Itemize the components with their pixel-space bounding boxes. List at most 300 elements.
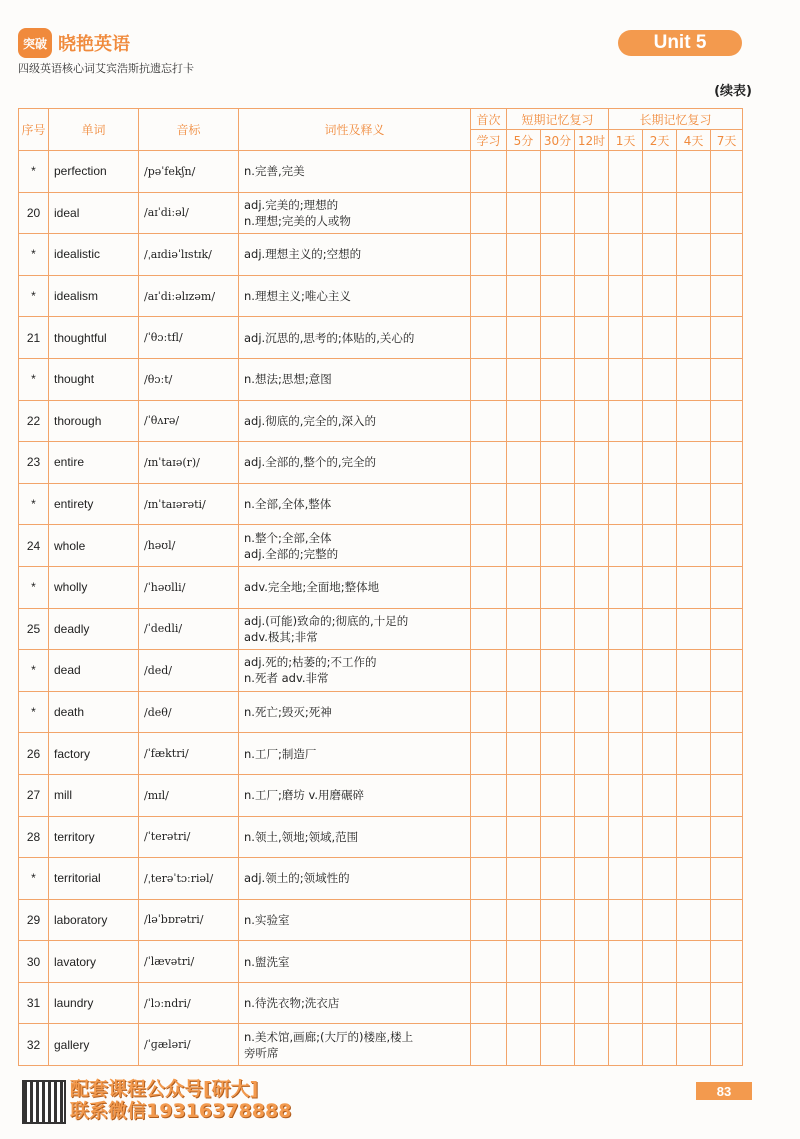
row-phonetic: /aɪˈdiːəl/: [139, 192, 239, 234]
review-checkbox-cell[interactable]: [711, 483, 743, 525]
row-seq: *: [19, 151, 49, 193]
review-checkbox-cell[interactable]: [471, 858, 507, 900]
review-checkbox-cell[interactable]: [609, 608, 643, 650]
review-checkbox-cell[interactable]: [541, 483, 575, 525]
review-checkbox-cell[interactable]: [711, 774, 743, 816]
review-checkbox-cell[interactable]: [507, 275, 541, 317]
review-checkbox-cell[interactable]: [643, 317, 677, 359]
review-checkbox-cell[interactable]: [677, 442, 711, 484]
review-checkbox-cell[interactable]: [643, 442, 677, 484]
review-checkbox-cell[interactable]: [575, 1024, 609, 1066]
review-checkbox-cell[interactable]: [643, 691, 677, 733]
review-checkbox-cell[interactable]: [677, 858, 711, 900]
review-checkbox-cell[interactable]: [507, 691, 541, 733]
review-checkbox-cell[interactable]: [541, 650, 575, 692]
review-checkbox-cell[interactable]: [643, 151, 677, 193]
review-checkbox-cell[interactable]: [609, 234, 643, 276]
review-checkbox-cell[interactable]: [471, 358, 507, 400]
row-phonetic: /deθ/: [139, 691, 239, 733]
review-checkbox-cell[interactable]: [609, 151, 643, 193]
review-checkbox-cell[interactable]: [609, 816, 643, 858]
row-seq: 30: [19, 941, 49, 983]
row-seq: 32: [19, 1024, 49, 1066]
review-checkbox-cell[interactable]: [677, 483, 711, 525]
table-row: [19, 774, 743, 816]
row-word: lavatory: [49, 941, 139, 983]
review-checkbox-cell[interactable]: [575, 941, 609, 983]
row-definition: [239, 234, 471, 276]
review-checkbox-cell[interactable]: [541, 774, 575, 816]
row-definition: [239, 483, 471, 525]
review-checkbox-cell[interactable]: [677, 774, 711, 816]
review-checkbox-cell[interactable]: [609, 525, 643, 567]
review-checkbox-cell[interactable]: [711, 899, 743, 941]
review-checkbox-cell[interactable]: [507, 192, 541, 234]
row-word: idealism: [49, 275, 139, 317]
row-seq: 28: [19, 816, 49, 858]
review-checkbox-cell[interactable]: [643, 234, 677, 276]
vocabulary-table: [18, 108, 743, 1066]
review-checkbox-cell[interactable]: [507, 774, 541, 816]
review-checkbox-cell[interactable]: [677, 941, 711, 983]
review-checkbox-cell[interactable]: [471, 400, 507, 442]
definition-line: n.领土,领地;领域,范围: [244, 829, 359, 844]
review-checkbox-cell[interactable]: [677, 151, 711, 193]
review-checkbox-cell[interactable]: [471, 691, 507, 733]
review-checkbox-cell[interactable]: [507, 816, 541, 858]
row-phonetic: /həʊl/: [139, 525, 239, 567]
review-checkbox-cell[interactable]: [711, 982, 743, 1024]
definition-line: n.理想主义;唯心主义: [244, 289, 351, 304]
row-seq: 22: [19, 400, 49, 442]
review-checkbox-cell[interactable]: [471, 483, 507, 525]
row-definition: [239, 858, 471, 900]
review-checkbox-cell[interactable]: [711, 608, 743, 650]
row-definition: [239, 774, 471, 816]
table-body: [19, 151, 743, 1066]
review-checkbox-cell[interactable]: [609, 317, 643, 359]
review-checkbox-cell[interactable]: [507, 234, 541, 276]
review-checkbox-cell[interactable]: [609, 650, 643, 692]
review-checkbox-cell[interactable]: [471, 192, 507, 234]
logo-badge: 突破: [18, 28, 52, 58]
review-checkbox-cell[interactable]: [575, 608, 609, 650]
review-checkbox-cell[interactable]: [677, 317, 711, 359]
review-checkbox-cell[interactable]: [643, 899, 677, 941]
row-seq: 20: [19, 192, 49, 234]
review-checkbox-cell[interactable]: [609, 899, 643, 941]
row-definition: [239, 192, 471, 234]
review-checkbox-cell[interactable]: [677, 691, 711, 733]
header-first-study-bottom: 学习: [471, 130, 507, 151]
review-checkbox-cell[interactable]: [471, 317, 507, 359]
review-checkbox-cell[interactable]: [609, 982, 643, 1024]
review-checkbox-cell[interactable]: [677, 525, 711, 567]
review-checkbox-cell[interactable]: [575, 733, 609, 775]
review-checkbox-cell[interactable]: [575, 483, 609, 525]
row-word: ideal: [49, 192, 139, 234]
table-row: [19, 483, 743, 525]
review-checkbox-cell[interactable]: [643, 566, 677, 608]
review-checkbox-cell[interactable]: [711, 525, 743, 567]
row-phonetic: /ˈdedli/: [139, 608, 239, 650]
definition-line: n.实验室: [244, 912, 290, 927]
definition-line: n.工厂;制造厂: [244, 746, 317, 761]
row-seq: *: [19, 275, 49, 317]
row-phonetic: /ɪnˈtaɪə(r)/: [139, 442, 239, 484]
review-checkbox-cell[interactable]: [711, 691, 743, 733]
review-checkbox-cell[interactable]: [677, 234, 711, 276]
review-checkbox-cell[interactable]: [677, 816, 711, 858]
review-checkbox-cell[interactable]: [643, 858, 677, 900]
review-checkbox-cell[interactable]: [609, 691, 643, 733]
table-row: [19, 525, 743, 567]
review-checkbox-cell[interactable]: [609, 483, 643, 525]
review-checkbox-cell[interactable]: [711, 733, 743, 775]
header-word: 单词: [49, 109, 139, 151]
review-checkbox-cell[interactable]: [643, 982, 677, 1024]
row-definition: [239, 566, 471, 608]
review-checkbox-cell[interactable]: [471, 234, 507, 276]
review-checkbox-cell[interactable]: [643, 358, 677, 400]
review-checkbox-cell[interactable]: [677, 400, 711, 442]
table-row: [19, 566, 743, 608]
table-row: [19, 608, 743, 650]
review-checkbox-cell[interactable]: [507, 525, 541, 567]
review-checkbox-cell[interactable]: [471, 899, 507, 941]
review-checkbox-cell[interactable]: [643, 733, 677, 775]
review-checkbox-cell[interactable]: [609, 733, 643, 775]
review-checkbox-cell[interactable]: [711, 1024, 743, 1066]
review-checkbox-cell[interactable]: [643, 608, 677, 650]
row-word: perfection: [49, 151, 139, 193]
review-checkbox-cell[interactable]: [541, 192, 575, 234]
table-row: [19, 650, 743, 692]
table-row: [19, 691, 743, 733]
review-checkbox-cell[interactable]: [575, 234, 609, 276]
row-phonetic: /θɔːt/: [139, 358, 239, 400]
promo-line-1: 配套课程公众号[研大]: [70, 1078, 259, 1100]
review-checkbox-cell[interactable]: [507, 358, 541, 400]
row-definition: [239, 358, 471, 400]
row-word: territorial: [49, 858, 139, 900]
review-checkbox-cell[interactable]: [711, 151, 743, 193]
review-checkbox-cell[interactable]: [711, 442, 743, 484]
row-phonetic: /ˌaɪdiəˈlɪstɪk/: [139, 234, 239, 276]
review-checkbox-cell[interactable]: [541, 1024, 575, 1066]
review-checkbox-cell[interactable]: [471, 608, 507, 650]
review-checkbox-cell[interactable]: [711, 317, 743, 359]
definition-line: adj.彻底的,完全的,深入的: [244, 413, 377, 428]
row-word: entirety: [49, 483, 139, 525]
review-checkbox-cell[interactable]: [471, 982, 507, 1024]
review-checkbox-cell[interactable]: [507, 608, 541, 650]
promo-text: [70, 1078, 291, 1122]
review-checkbox-cell[interactable]: [471, 442, 507, 484]
row-word: whole: [49, 525, 139, 567]
definition-line: n.待洗衣物;洗衣店: [244, 996, 340, 1011]
review-checkbox-cell[interactable]: [507, 566, 541, 608]
table-row: [19, 442, 743, 484]
review-checkbox-cell[interactable]: [575, 982, 609, 1024]
review-checkbox-cell[interactable]: [711, 816, 743, 858]
table-row: [19, 192, 743, 234]
row-word: thought: [49, 358, 139, 400]
review-checkbox-cell[interactable]: [677, 650, 711, 692]
table-row: [19, 816, 743, 858]
row-phonetic: /ləˈbɒrətri/: [139, 899, 239, 941]
review-checkbox-cell[interactable]: [541, 442, 575, 484]
row-phonetic: /ɪnˈtaɪərəti/: [139, 483, 239, 525]
promo-line-2: 联系微信19316378888: [70, 1100, 292, 1122]
definition-line: n.完善,完美: [244, 164, 305, 179]
continued-label: (续表): [714, 84, 752, 99]
review-checkbox-cell[interactable]: [609, 858, 643, 900]
review-checkbox-cell[interactable]: [711, 275, 743, 317]
review-checkbox-cell[interactable]: [609, 941, 643, 983]
review-checkbox-cell[interactable]: [471, 525, 507, 567]
review-checkbox-cell[interactable]: [711, 858, 743, 900]
row-word: laundry: [49, 982, 139, 1024]
review-checkbox-cell[interactable]: [541, 358, 575, 400]
review-checkbox-cell[interactable]: [471, 650, 507, 692]
review-checkbox-cell[interactable]: [507, 1024, 541, 1066]
review-checkbox-cell[interactable]: [609, 275, 643, 317]
review-checkbox-cell[interactable]: [575, 151, 609, 193]
unit-badge: Unit 5: [618, 30, 742, 56]
interval-5min: 5分: [507, 130, 541, 151]
review-checkbox-cell[interactable]: [575, 317, 609, 359]
row-seq: *: [19, 483, 49, 525]
header-short-term: 短期记忆复习: [507, 109, 609, 130]
review-checkbox-cell[interactable]: [507, 400, 541, 442]
review-checkbox-cell[interactable]: [677, 733, 711, 775]
row-word: gallery: [49, 1024, 139, 1066]
interval-2day: 2天: [643, 130, 677, 151]
review-checkbox-cell[interactable]: [541, 151, 575, 193]
review-checkbox-cell[interactable]: [609, 1024, 643, 1066]
row-phonetic: /ˈterətri/: [139, 816, 239, 858]
row-definition: [239, 982, 471, 1024]
row-definition: [239, 525, 471, 567]
definition-line: n.盥洗室: [244, 954, 290, 969]
review-checkbox-cell[interactable]: [541, 608, 575, 650]
review-checkbox-cell[interactable]: [575, 275, 609, 317]
review-checkbox-cell[interactable]: [575, 650, 609, 692]
review-checkbox-cell[interactable]: [643, 483, 677, 525]
review-checkbox-cell[interactable]: [507, 442, 541, 484]
table-row: [19, 234, 743, 276]
review-checkbox-cell[interactable]: [575, 400, 609, 442]
review-checkbox-cell[interactable]: [471, 275, 507, 317]
row-word: dead: [49, 650, 139, 692]
review-checkbox-cell[interactable]: [575, 566, 609, 608]
review-checkbox-cell[interactable]: [507, 650, 541, 692]
review-checkbox-cell[interactable]: [643, 774, 677, 816]
review-checkbox-cell[interactable]: [609, 442, 643, 484]
review-checkbox-cell[interactable]: [677, 192, 711, 234]
row-seq: 27: [19, 774, 49, 816]
review-checkbox-cell[interactable]: [575, 774, 609, 816]
review-checkbox-cell[interactable]: [575, 192, 609, 234]
definition-line: n.全部,全体,整体: [244, 497, 332, 512]
review-checkbox-cell[interactable]: [643, 1024, 677, 1066]
review-checkbox-cell[interactable]: [575, 525, 609, 567]
row-definition: [239, 733, 471, 775]
review-checkbox-cell[interactable]: [541, 858, 575, 900]
review-checkbox-cell[interactable]: [507, 733, 541, 775]
interval-12h: 12时: [575, 130, 609, 151]
review-checkbox-cell[interactable]: [507, 151, 541, 193]
review-checkbox-cell[interactable]: [575, 358, 609, 400]
row-phonetic: /ˈlævətri/: [139, 941, 239, 983]
review-checkbox-cell[interactable]: [541, 400, 575, 442]
review-checkbox-cell[interactable]: [575, 899, 609, 941]
interval-30min: 30分: [541, 130, 575, 151]
definition-line: adj.领土的;领域性的: [244, 871, 350, 886]
review-checkbox-cell[interactable]: [643, 816, 677, 858]
header-definition: 词性及释义: [239, 109, 471, 151]
row-phonetic: /aɪˈdiːəlɪzəm/: [139, 275, 239, 317]
table-row: [19, 1024, 743, 1066]
definition-line: n.死亡;毁灭;死神: [244, 705, 332, 720]
review-checkbox-cell[interactable]: [711, 358, 743, 400]
review-checkbox-cell[interactable]: [711, 566, 743, 608]
review-checkbox-cell[interactable]: [643, 192, 677, 234]
review-checkbox-cell[interactable]: [471, 151, 507, 193]
review-checkbox-cell[interactable]: [507, 899, 541, 941]
row-word: thoughtful: [49, 317, 139, 359]
review-checkbox-cell[interactable]: [677, 1024, 711, 1066]
row-word: death: [49, 691, 139, 733]
row-seq: 23: [19, 442, 49, 484]
review-checkbox-cell[interactable]: [677, 899, 711, 941]
row-phonetic: /mɪl/: [139, 774, 239, 816]
row-word: thorough: [49, 400, 139, 442]
definition-line: adj.全部的;完整的: [244, 546, 339, 561]
review-checkbox-cell[interactable]: [575, 442, 609, 484]
review-checkbox-cell[interactable]: [677, 275, 711, 317]
review-checkbox-cell[interactable]: [507, 982, 541, 1024]
review-checkbox-cell[interactable]: [677, 608, 711, 650]
review-checkbox-cell[interactable]: [507, 858, 541, 900]
review-checkbox-cell[interactable]: [711, 941, 743, 983]
review-checkbox-cell[interactable]: [575, 816, 609, 858]
row-definition: [239, 317, 471, 359]
row-definition: [239, 691, 471, 733]
review-checkbox-cell[interactable]: [541, 941, 575, 983]
row-definition: [239, 816, 471, 858]
row-seq: *: [19, 358, 49, 400]
review-checkbox-cell[interactable]: [471, 941, 507, 983]
review-checkbox-cell[interactable]: [541, 275, 575, 317]
row-phonetic: /ded/: [139, 650, 239, 692]
review-checkbox-cell[interactable]: [541, 816, 575, 858]
row-phonetic: /ˌterəˈtɔːriəl/: [139, 858, 239, 900]
review-checkbox-cell[interactable]: [609, 774, 643, 816]
row-definition: [239, 275, 471, 317]
review-checkbox-cell[interactable]: [609, 400, 643, 442]
review-checkbox-cell[interactable]: [711, 400, 743, 442]
review-checkbox-cell[interactable]: [507, 317, 541, 359]
row-definition: [239, 650, 471, 692]
review-checkbox-cell[interactable]: [677, 566, 711, 608]
review-checkbox-cell[interactable]: [471, 733, 507, 775]
definition-line: adj.全部的,整个的,完全的: [244, 455, 377, 470]
review-checkbox-cell[interactable]: [677, 982, 711, 1024]
review-checkbox-cell[interactable]: [609, 358, 643, 400]
row-word: factory: [49, 733, 139, 775]
review-checkbox-cell[interactable]: [541, 733, 575, 775]
row-word: laboratory: [49, 899, 139, 941]
review-checkbox-cell[interactable]: [677, 358, 711, 400]
definition-line: adv.极其;非常: [244, 629, 318, 644]
review-checkbox-cell[interactable]: [471, 774, 507, 816]
row-seq: *: [19, 650, 49, 692]
review-checkbox-cell[interactable]: [643, 525, 677, 567]
review-checkbox-cell[interactable]: [643, 650, 677, 692]
review-checkbox-cell[interactable]: [643, 400, 677, 442]
review-checkbox-cell[interactable]: [541, 317, 575, 359]
review-checkbox-cell[interactable]: [541, 234, 575, 276]
table-row: [19, 358, 743, 400]
definition-line: 旁听席: [244, 1045, 279, 1060]
review-checkbox-cell[interactable]: [711, 192, 743, 234]
review-checkbox-cell[interactable]: [609, 566, 643, 608]
review-checkbox-cell[interactable]: [541, 525, 575, 567]
row-phonetic: /ˈθʌrə/: [139, 400, 239, 442]
row-definition: [239, 941, 471, 983]
row-phonetic: /ˈθɔːtfl/: [139, 317, 239, 359]
definition-line: n.美术馆,画廊;(大厅的)楼座,楼上: [244, 1029, 414, 1044]
table-row: [19, 317, 743, 359]
review-checkbox-cell[interactable]: [471, 566, 507, 608]
row-seq: *: [19, 691, 49, 733]
qr-code-icon: [22, 1080, 66, 1124]
review-checkbox-cell[interactable]: [471, 1024, 507, 1066]
definition-line: n.理想;完美的人或物: [244, 213, 351, 228]
row-word: mill: [49, 774, 139, 816]
review-checkbox-cell[interactable]: [711, 234, 743, 276]
definition-line: adv.完全地;全面地;整体地: [244, 580, 380, 595]
row-definition: [239, 442, 471, 484]
table-header: [19, 109, 743, 151]
table-row: [19, 733, 743, 775]
definition-line: adj.完美的;理想的: [244, 197, 339, 212]
review-checkbox-cell[interactable]: [541, 691, 575, 733]
row-definition: [239, 400, 471, 442]
review-checkbox-cell[interactable]: [609, 192, 643, 234]
header-long-term: 长期记忆复习: [609, 109, 743, 130]
row-seq: *: [19, 858, 49, 900]
review-checkbox-cell[interactable]: [711, 650, 743, 692]
review-checkbox-cell[interactable]: [643, 941, 677, 983]
review-checkbox-cell[interactable]: [575, 858, 609, 900]
review-checkbox-cell[interactable]: [507, 483, 541, 525]
review-checkbox-cell[interactable]: [507, 941, 541, 983]
brand-name: 晓艳英语: [58, 34, 130, 55]
definition-line: adj.理想主义的;空想的: [244, 247, 362, 262]
table-row: [19, 941, 743, 983]
review-checkbox-cell[interactable]: [541, 982, 575, 1024]
definition-line: adj.死的;枯萎的;不工作的: [244, 655, 377, 670]
review-checkbox-cell[interactable]: [471, 816, 507, 858]
review-checkbox-cell[interactable]: [575, 691, 609, 733]
row-word: entire: [49, 442, 139, 484]
review-checkbox-cell[interactable]: [541, 566, 575, 608]
review-checkbox-cell[interactable]: [643, 275, 677, 317]
review-checkbox-cell[interactable]: [541, 899, 575, 941]
